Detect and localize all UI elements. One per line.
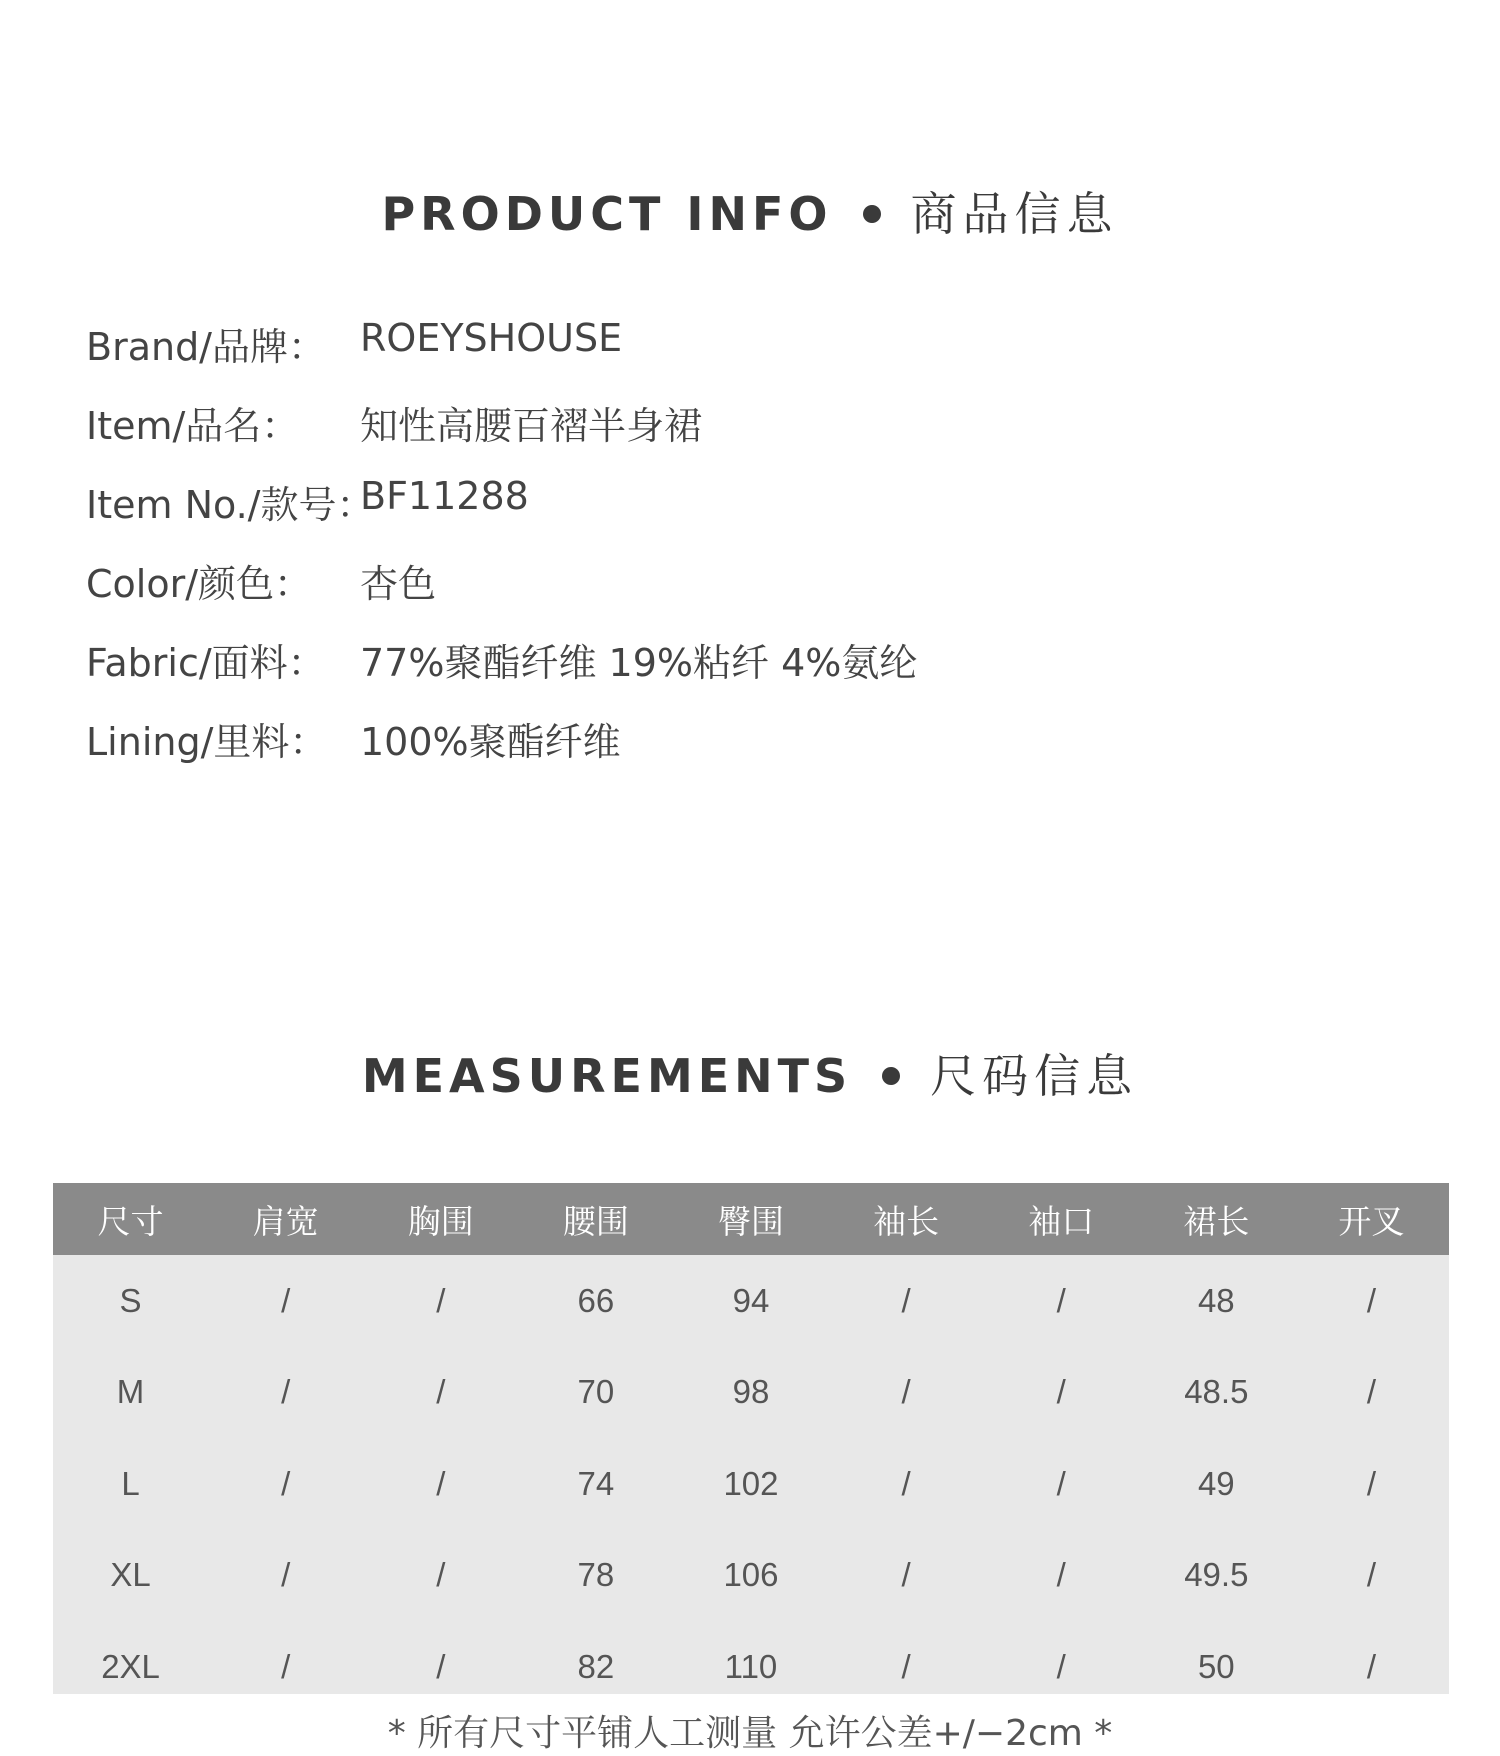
table-cell: / <box>281 1373 291 1411</box>
table-cell: / <box>1056 1373 1066 1411</box>
table-cell: / <box>901 1281 911 1319</box>
size-table <box>53 1183 1449 1694</box>
table-cell: / <box>1366 1464 1377 1502</box>
table-cell: 110 <box>724 1647 778 1685</box>
table-cell: 48 <box>1197 1281 1235 1319</box>
header-cell: 胸围 <box>407 1201 474 1241</box>
info-row-lining <box>86 711 1386 790</box>
table-cell: / <box>901 1556 911 1594</box>
table-body <box>53 1255 1449 1713</box>
table-cell: 98 <box>732 1373 770 1411</box>
table-cell: / <box>1366 1647 1377 1685</box>
product-info-title-en: PRODUCT INFO <box>381 187 833 241</box>
table-header <box>53 1183 1449 1255</box>
table-cell: 2XL <box>101 1647 160 1685</box>
info-row-color <box>86 553 1386 632</box>
product-info-title <box>0 178 1500 244</box>
table-cell: 106 <box>723 1556 779 1594</box>
info-label: Brand/品牌： <box>86 325 326 369</box>
header-cell: 腰围 <box>562 1201 629 1241</box>
table-cell: 82 <box>577 1647 615 1685</box>
header-cell: 袖口 <box>1028 1201 1095 1241</box>
info-label: Lining/里料： <box>86 720 328 764</box>
table-cell: / <box>281 1556 291 1594</box>
table-cell: 78 <box>577 1556 615 1594</box>
table-cell: / <box>1056 1464 1066 1502</box>
info-value: ROEYSHOUSE <box>360 316 623 360</box>
info-row-brand <box>86 316 1386 395</box>
info-label: Item/品名： <box>86 404 300 448</box>
table-row <box>53 1438 1449 1530</box>
table-cell: 102 <box>723 1464 779 1502</box>
title-dot-icon <box>863 205 881 223</box>
table-cell: / <box>901 1647 911 1685</box>
header-cell: 尺寸 <box>97 1201 164 1241</box>
table-row <box>53 1530 1449 1622</box>
table-cell: / <box>901 1373 911 1411</box>
table-cell: / <box>1056 1556 1066 1594</box>
table-cell: / <box>1366 1556 1377 1594</box>
table-cell: / <box>1366 1281 1377 1319</box>
table-cell: 66 <box>577 1281 615 1319</box>
table-cell: 50 <box>1197 1647 1235 1685</box>
measurement-note: * 所有尺寸平铺人工测量 允许公差+/−2cm * <box>387 1713 1113 1754</box>
info-value: 知性高腰百褶半身裙 <box>360 404 703 448</box>
info-row-item-no <box>86 474 1386 553</box>
info-label: Color/颜色： <box>86 562 313 606</box>
table-cell: 94 <box>732 1281 770 1319</box>
table-cell: 70 <box>577 1373 615 1411</box>
measurements-title-en: MEASUREMENTS <box>361 1049 853 1103</box>
table-cell: / <box>281 1281 291 1319</box>
table-cell: / <box>901 1464 911 1502</box>
info-value: 杏色 <box>360 562 437 606</box>
table-cell: XL <box>110 1556 151 1594</box>
header-cell: 袖长 <box>873 1201 940 1241</box>
info-row-item <box>86 395 1386 474</box>
info-label: Item No./款号： <box>86 483 375 527</box>
header-cell: 臀围 <box>717 1201 784 1241</box>
info-value: 100%聚酯纤维 <box>360 720 621 764</box>
table-row <box>53 1621 1449 1713</box>
product-info-title-cn: 商品信息 <box>910 187 1119 241</box>
measurements-title-cn: 尺码信息 <box>930 1049 1139 1103</box>
table-cell: / <box>1056 1647 1066 1685</box>
table-cell: / <box>281 1464 291 1502</box>
table-cell: 48.5 <box>1184 1373 1249 1411</box>
table-cell: / <box>1056 1281 1066 1319</box>
product-info-list <box>86 316 1386 790</box>
table-cell: S <box>119 1281 142 1319</box>
header-cell: 肩宽 <box>252 1201 319 1241</box>
table-cell: 74 <box>577 1464 615 1502</box>
table-cell: / <box>281 1647 291 1685</box>
header-cell: 开叉 <box>1338 1201 1405 1241</box>
measurements-title <box>0 1040 1500 1106</box>
table-cell: M <box>116 1373 145 1411</box>
table-cell: / <box>1366 1373 1377 1411</box>
table-row <box>53 1255 1449 1347</box>
table-cell: 49.5 <box>1184 1556 1249 1594</box>
table-cell: / <box>436 1556 446 1594</box>
table-cell: 49 <box>1197 1464 1235 1502</box>
info-label: Fabric/面料： <box>86 641 326 685</box>
table-cell: / <box>436 1647 446 1685</box>
table-cell: / <box>436 1281 446 1319</box>
table-row <box>53 1347 1449 1439</box>
info-value: 77%聚酯纤维 19%粘纤 4%氨纶 <box>360 641 918 685</box>
table-cell: / <box>436 1373 446 1411</box>
title-dot-icon <box>882 1067 900 1085</box>
table-cell: L <box>121 1464 140 1502</box>
info-value: BF11288 <box>360 474 529 518</box>
info-row-fabric <box>86 632 1386 711</box>
header-cell: 裙长 <box>1183 1201 1250 1241</box>
table-cell: / <box>436 1464 446 1502</box>
